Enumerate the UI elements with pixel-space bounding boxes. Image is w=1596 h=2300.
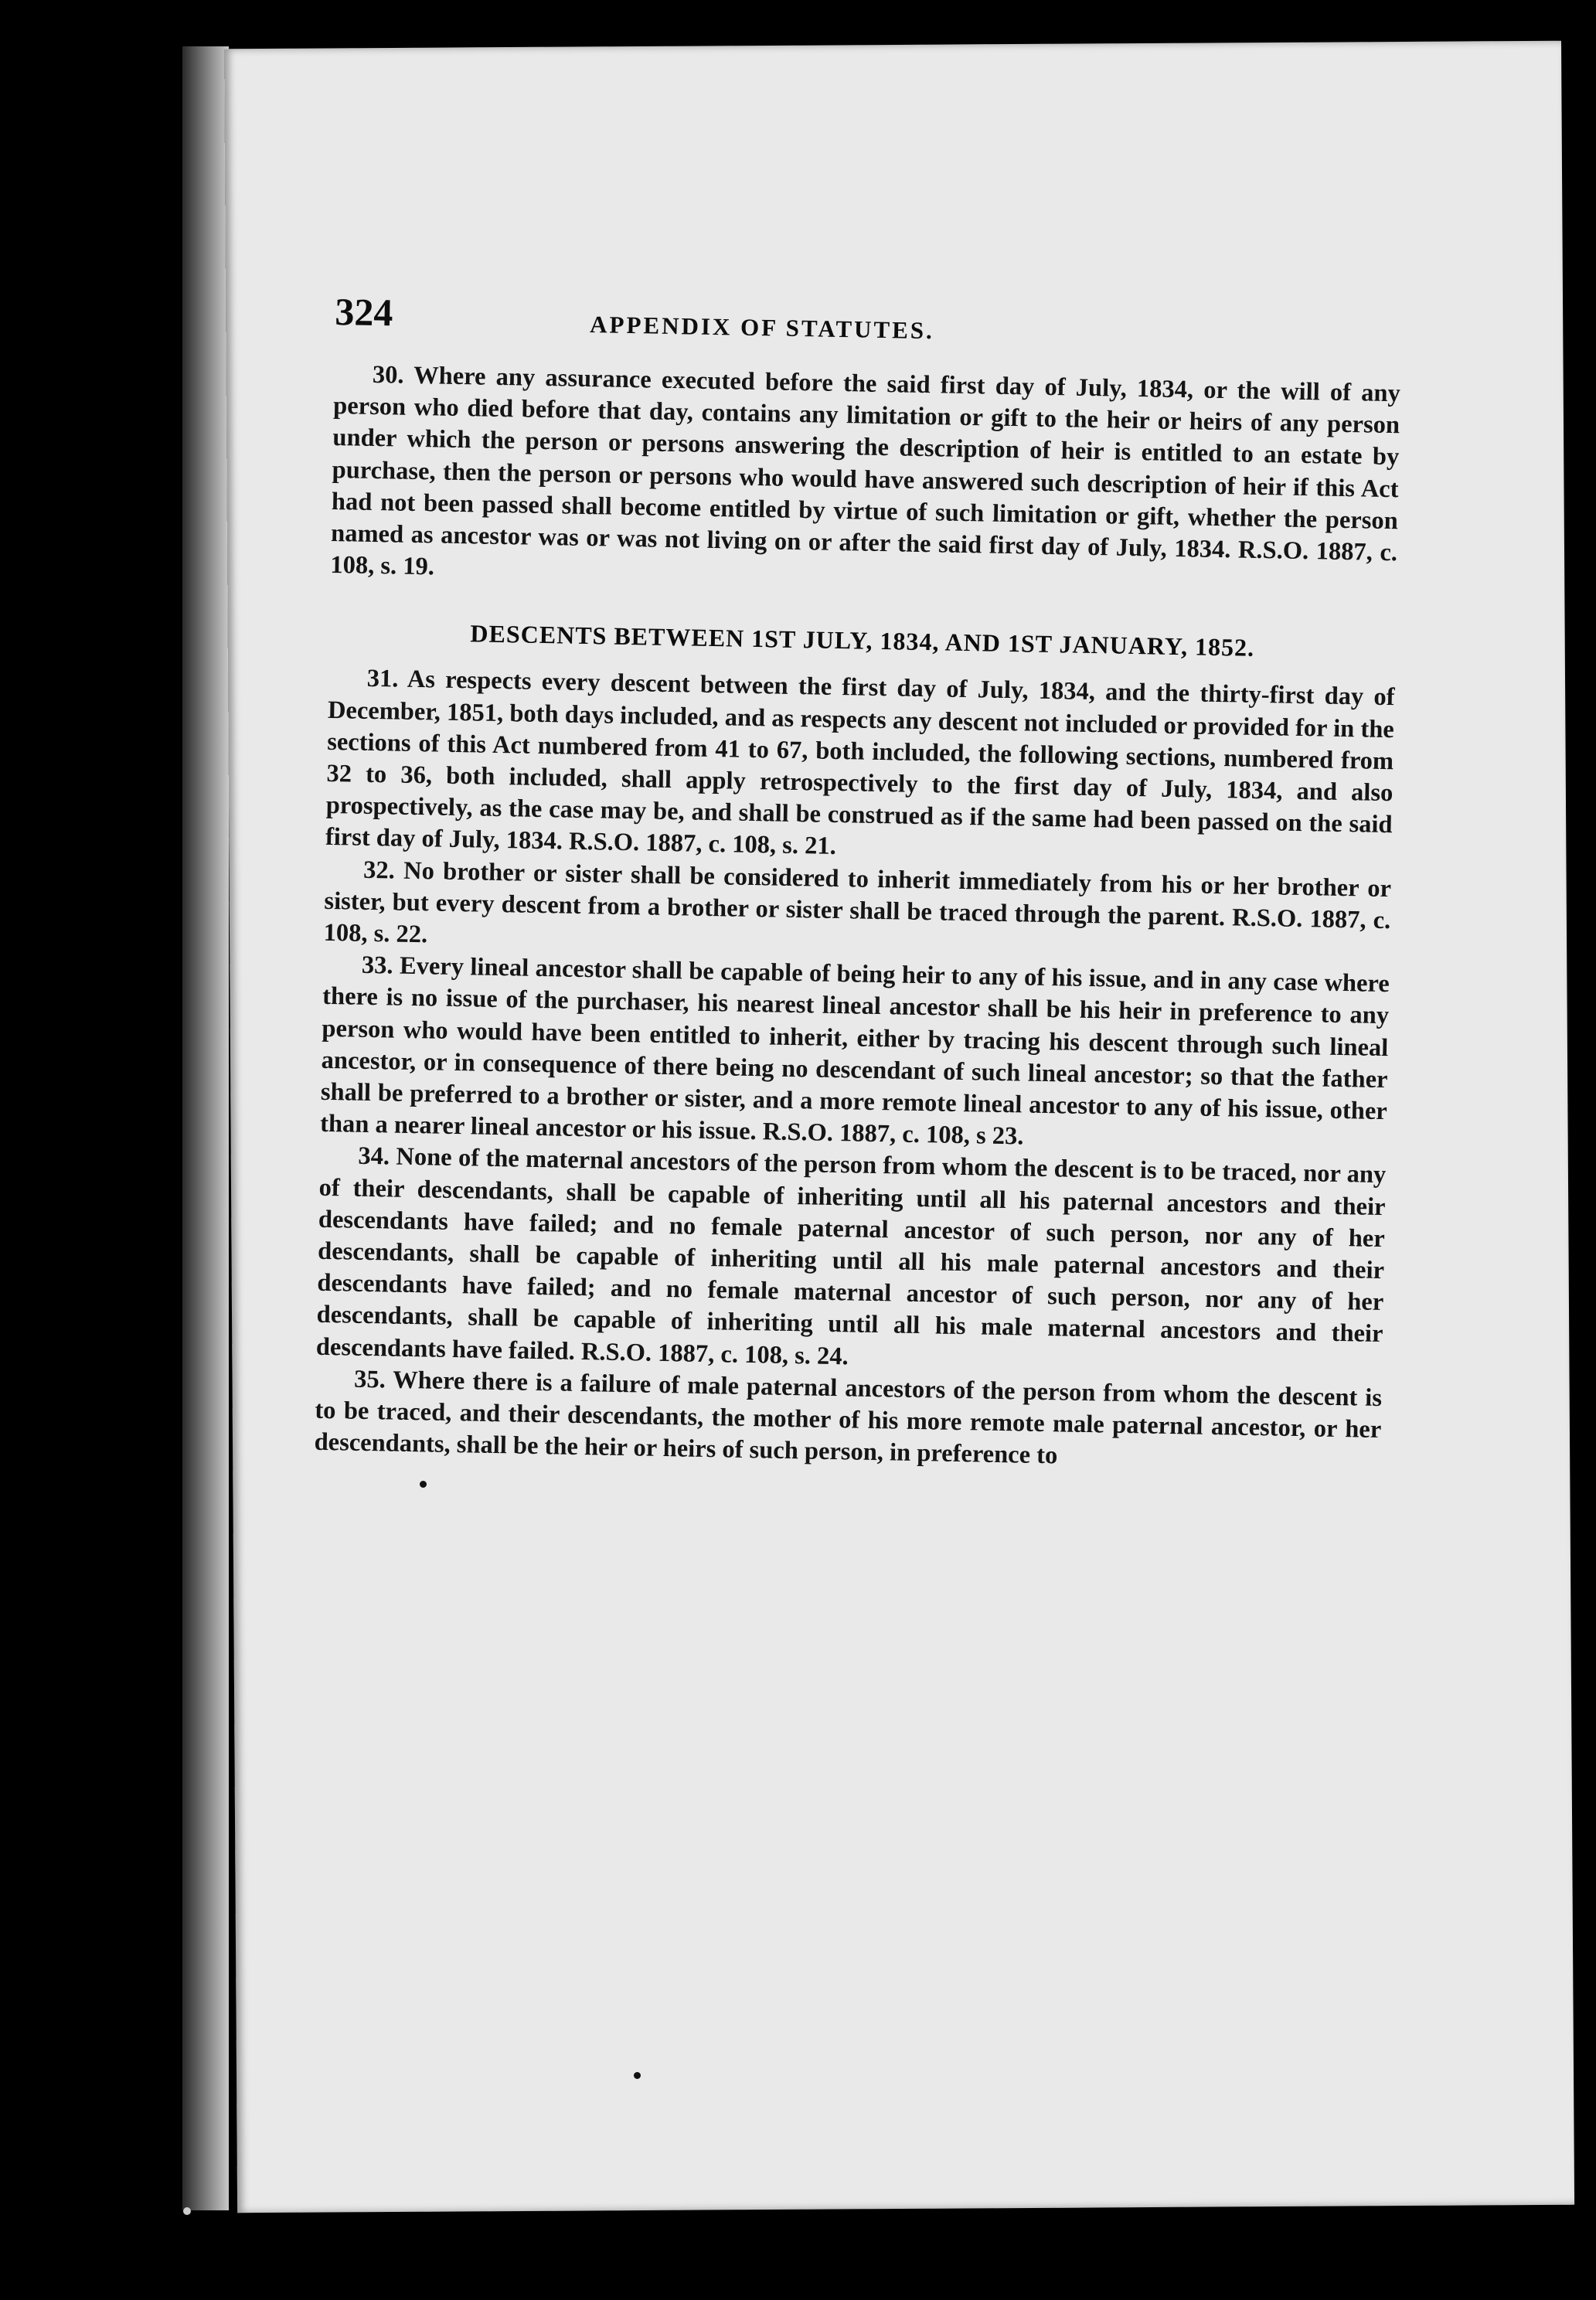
section-35	[314, 1363, 1382, 1478]
section-34	[316, 1140, 1387, 1383]
running-title: APPENDIX OF STATUTES.	[589, 311, 935, 345]
section-heading: DESCENTS BETWEEN 1ST JULY, 1834, AND 1ST JANUARY, 1852.	[470, 619, 1255, 662]
section-number: 30.	[372, 360, 404, 390]
ink-speck	[183, 2207, 191, 2215]
section-text: None of the maternal ancestors of the person from whom the descent is to be traced, nor any of their descendants, shall be capable of inheriting until all his paternal ancestors and their descendants have failed; and no female paternal ancestor of such person, nor any of her descendants, shall be capable of inheriting until all his male paternal ancestors and their descendants have failed; and no female maternal ancestor of such person, nor any of her descendants, shall be capable of inheriting until all his male maternal ancestors and their descendants have failed. R.S.O. 1887, c. 108, s. 24.	[315, 1143, 1387, 1371]
section-number: 31.	[366, 665, 399, 693]
section-33	[320, 949, 1390, 1159]
section-text: Every lineal ancestor shall be capable of being heir to any of his issue, and in any case where there is no issue of the purchaser, his nearest lineal ancestor shall be his heir in preference to any person who would have been entitled to inherit, either by tracing his descent through such lineal ancestor, or in consequence of there being no descendant of such lineal ancestor; so that the father shall be preferred to a brother or sister, and a more remote lineal ancestor to any of his issue, other than a nearer lineal ancestor or his issue. R.S.O. 1887, c. 108, s 23.	[319, 951, 1390, 1151]
section-text: As respects every descent between the first day of July, 1834, and the thirty-first day of December, 1851, both days included, and as respects any descent not included or provided for in the sections of this Act numbered from 41 to 67, both included, the following sections, numbered from 32 to 36, both included, shall apply retrospectively to the first day of July, 1834, and also prospectively, as the case may be, and shall be construed as if the same had been passed on the said first day of July, 1834. R.S.O. 1887, c. 108, s. 21.	[325, 665, 1395, 861]
section-31	[325, 662, 1395, 873]
section-30	[330, 359, 1400, 601]
book-page-edge	[182, 46, 229, 2210]
section-text: No brother or sister shall be considered to inherit immediately from his or her brother or sister, but every descent from a brother or sister shall be traced through the parent. R.S.O. 1887, c. 108, s. 22.	[323, 856, 1392, 949]
ink-speck	[420, 1481, 427, 1488]
section-text: Where there is a failure of male paternal ancestors of the person from whom the descent is to be traced, and their descendants, the mother of his more remote male paternal ancestor, or her descendants, shall be the heir or heirs of such person, in preference to	[314, 1366, 1383, 1470]
section-number: 35.	[353, 1365, 386, 1394]
text-column	[314, 289, 1402, 1478]
section-text: Where any assurance executed before the said first day of July, 1834, or the will of any person who died before that day, contains any limitation or gift to the heir or heirs of any person under which the person or persons answering the description of heir is entitled to an estate by purchase, then the person or persons who would have answered such description of heir if this Act had not been passed shall become entitled by virtue of such limitation or gift, whether the person named as ancestor was or was not living on or after the said first day of July, 1834. R.S.O. 1887, c. 108, s. 19.	[330, 361, 1401, 581]
section-number: 33.	[361, 951, 393, 980]
section-number: 32.	[362, 856, 396, 885]
section-number: 34.	[358, 1142, 390, 1171]
page-number: 324	[334, 289, 393, 335]
ink-speck	[634, 2072, 641, 2079]
